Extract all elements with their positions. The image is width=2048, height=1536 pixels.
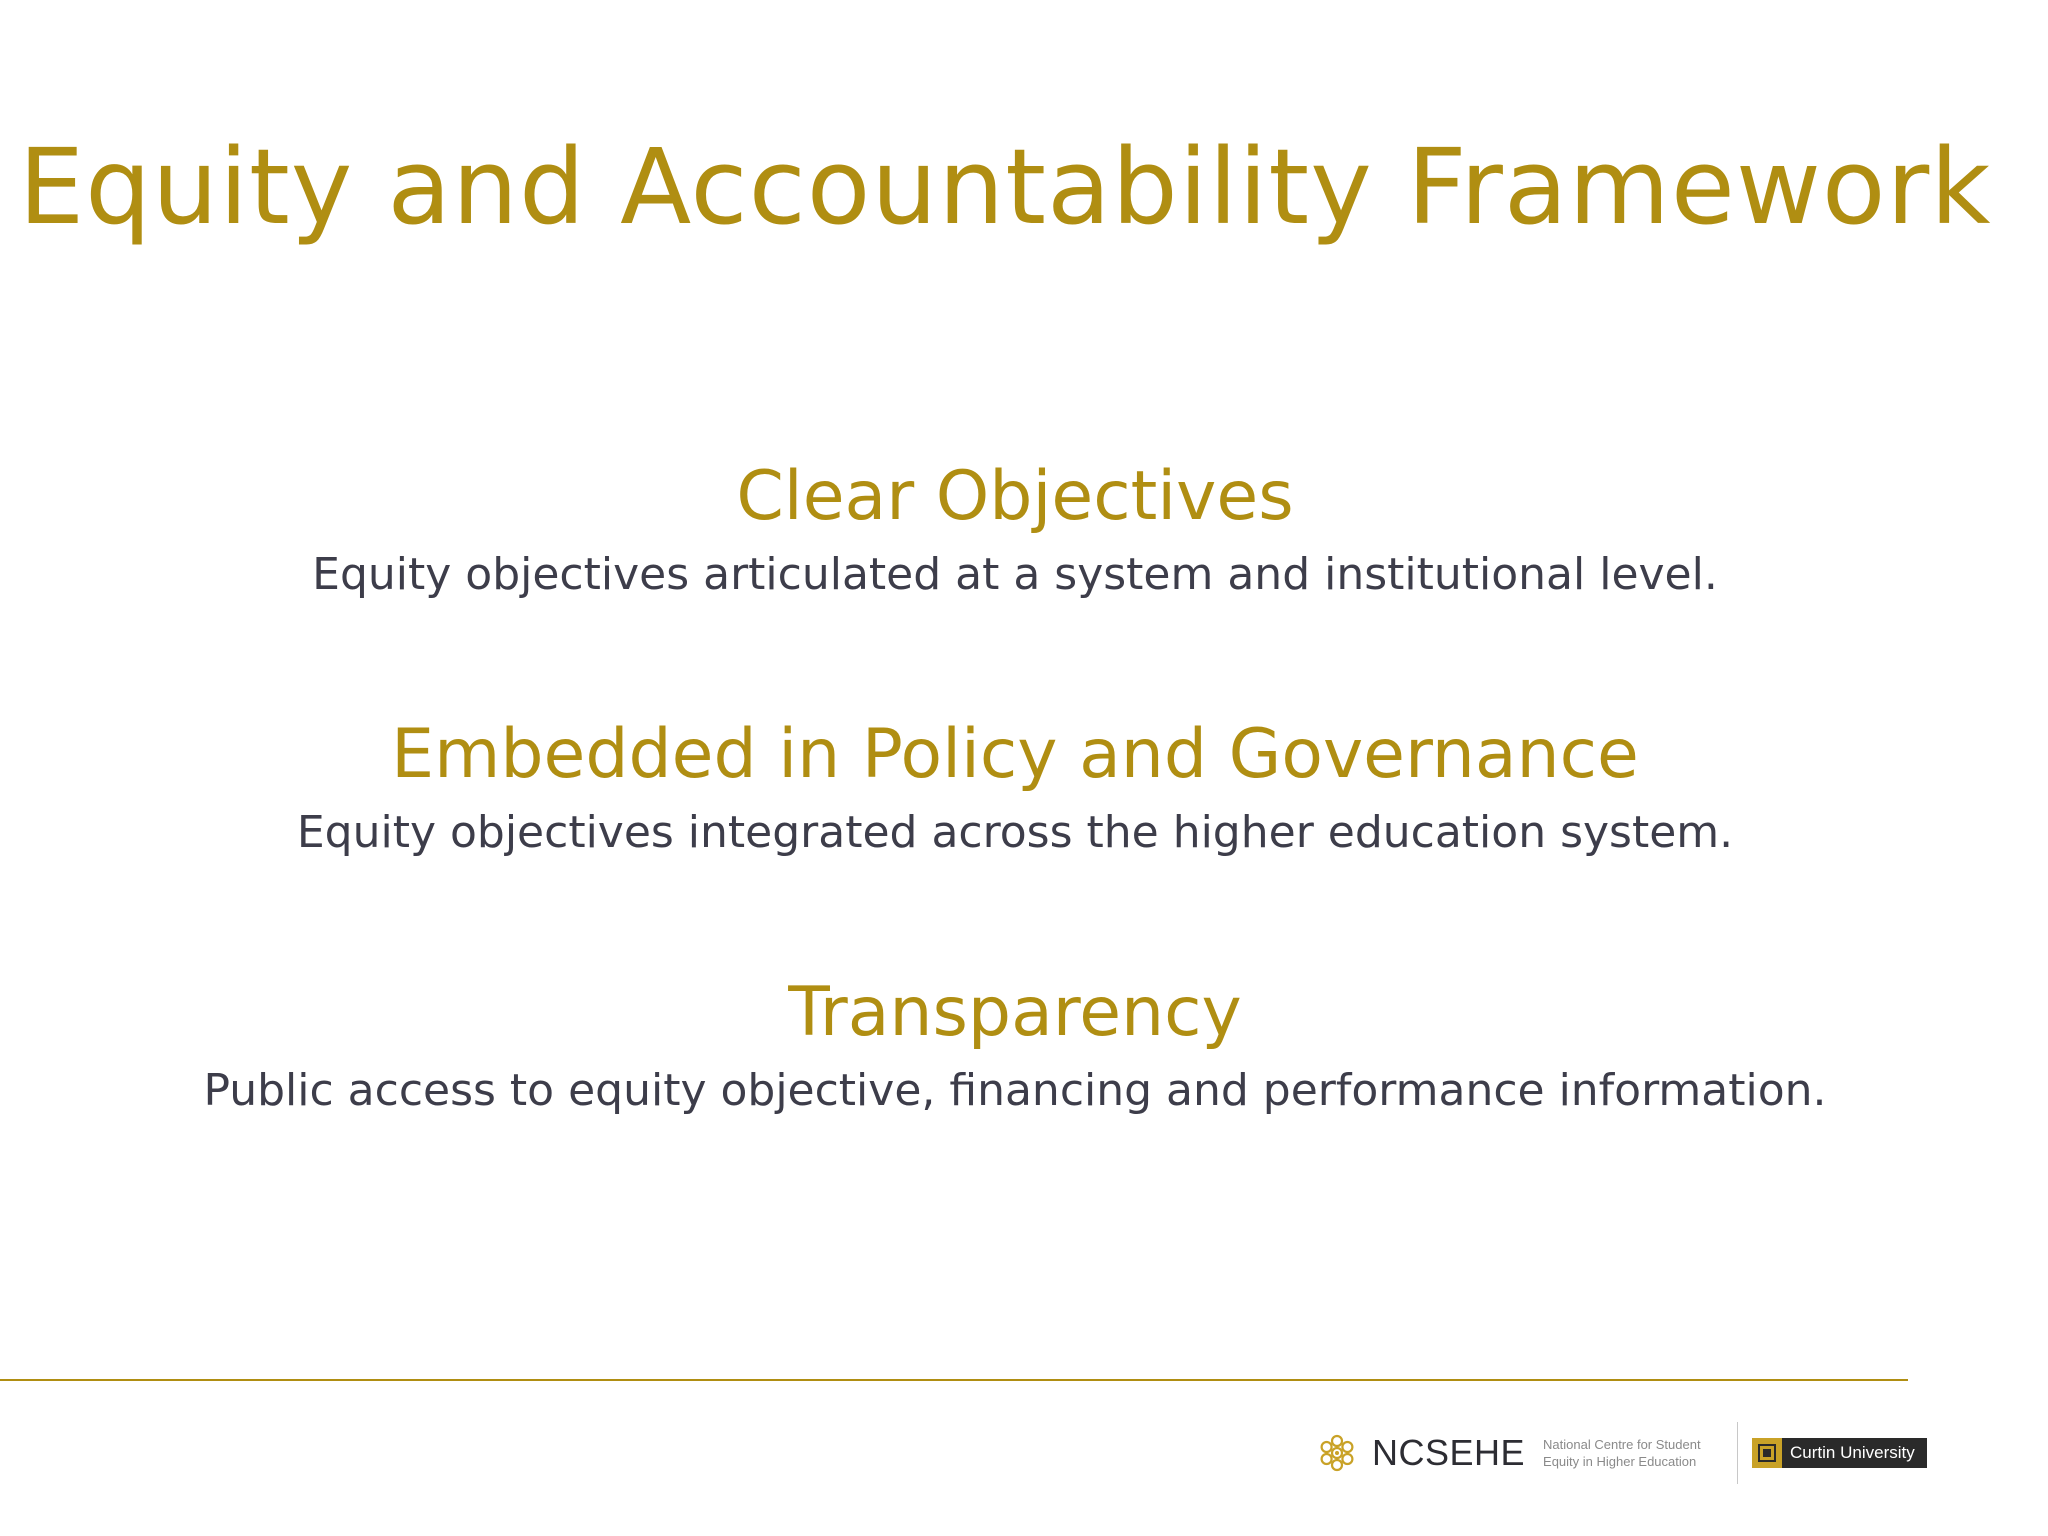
section-text: Public access to equity objective, financing and performance information. xyxy=(203,1064,1827,1116)
footer-divider xyxy=(0,1379,1908,1381)
ncsehe-flower-icon xyxy=(1314,1430,1360,1476)
section-heading: Transparency xyxy=(788,973,1242,1052)
ncsehe-subtitle-line: Equity in Higher Education xyxy=(1543,1454,1697,1469)
section-text: Equity objectives articulated at a system and institutional level. xyxy=(312,548,1718,600)
section-text: Equity objectives integrated across the higher education system. xyxy=(296,806,1734,858)
slide-title: Equity and Accountability Framework xyxy=(18,126,1992,248)
curtin-crest-icon xyxy=(1752,1438,1782,1468)
curtin-logo-text: Curtin University xyxy=(1790,1443,1915,1462)
footer-logos xyxy=(1314,1420,1927,1486)
ncsehe-logo-text: NCSEHE xyxy=(1372,1432,1526,1473)
section-heading: Clear Objectives xyxy=(736,457,1294,536)
section-heading: Embedded in Policy and Governance xyxy=(391,715,1639,794)
section-embedded-in-policy xyxy=(0,715,2030,860)
curtin-logo xyxy=(1752,1438,1927,1468)
ncsehe-logo-subtitle xyxy=(1543,1436,1723,1470)
section-transparency xyxy=(0,973,2030,1118)
section-clear-objectives xyxy=(0,457,2030,602)
ncsehe-subtitle-line: National Centre for Student xyxy=(1543,1437,1701,1452)
logo-divider xyxy=(1737,1422,1738,1484)
